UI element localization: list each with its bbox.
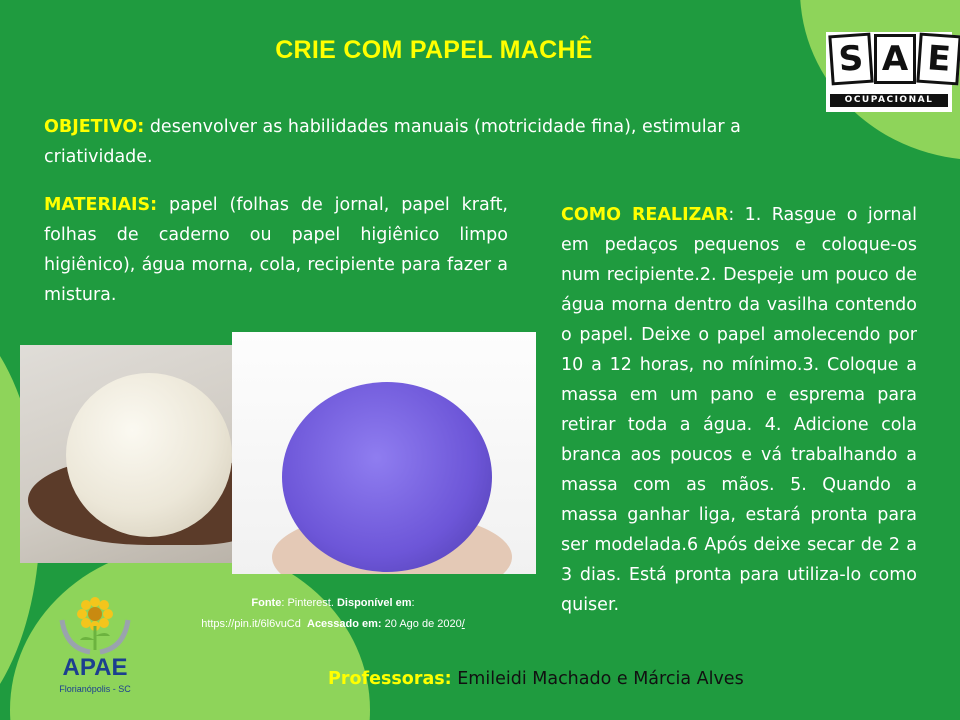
disponivel-label: Disponível em <box>336 597 412 609</box>
como-realizar-paragraph <box>561 200 917 620</box>
apae-wordmark: APAE <box>62 654 128 681</box>
como-realizar-text: : 1. Rasgue o jornal em pedaços pequenos e coloque-os num recipiente.2. Despeje um pouco de água morna dentro da vasilha contendo o papel. Deixe o papel amolecendo por 10 a 12 horas, no mínimo.3. Coloque a massa em um pano e esprema para retirar toda a água. 4. Adicione cola branca aos poucos e vá trabalhando a massa com as mãos. 5. Quando a massa ganhar liga, estará pronta para ser modelada.6 Após deixe secar de 2 a 3 dias. Está pronta para utiliza-lo como quiser. <box>561 205 917 615</box>
materiais-text: papel (folhas de jornal, papel kraft, folhas de caderno ou papel higiênico limpo higiênico), água morna, cola, recipiente para fazer a mistura. <box>44 195 508 305</box>
apae-city: Florianópolis - SC <box>59 684 131 694</box>
apae-logo <box>40 590 150 710</box>
purple-paper-mache-ball-photo <box>232 332 536 574</box>
acessado-date: 20 Ago de 2020 <box>384 618 462 630</box>
logo-subtitle: OCUPACIONAL <box>830 94 948 107</box>
source-url[interactable]: https://pin.it/6l6vuCd <box>201 618 301 630</box>
professoras-line <box>328 669 744 689</box>
fonte-label: Fonte <box>251 597 282 609</box>
materiais-paragraph <box>44 190 508 310</box>
logo-letter-e: E <box>916 33 960 86</box>
materiais-label: MATERIAIS: <box>44 195 158 215</box>
como-realizar-label: COMO REALIZAR <box>561 205 729 225</box>
disponivel-colon: : <box>411 597 415 609</box>
objetivo-text: desenvolver as habilidades manuais (motricidade fina), estimular a criatividade. <box>44 117 741 167</box>
objetivo-paragraph <box>44 112 804 172</box>
image-source-caption <box>166 593 500 635</box>
fonte-text: : Pinterest. <box>281 597 334 609</box>
slide-title: CRIE COM PAPEL MACHÊ <box>275 36 593 64</box>
white-paper-mache-ball-photo <box>20 345 252 563</box>
logo-letter-s: S <box>828 33 873 86</box>
sunflower-hands-icon <box>40 590 150 656</box>
acessado-label: Acessado em: <box>307 618 382 630</box>
logo-letter-a: A <box>874 34 916 84</box>
sae-ocupacional-logo <box>826 32 952 112</box>
professoras-label: Professoras: <box>328 669 452 689</box>
caption-tail: / <box>461 618 465 630</box>
professoras-names: Emileidi Machado e Márcia Alves <box>457 669 744 689</box>
objetivo-label: OBJETIVO: <box>44 117 145 137</box>
